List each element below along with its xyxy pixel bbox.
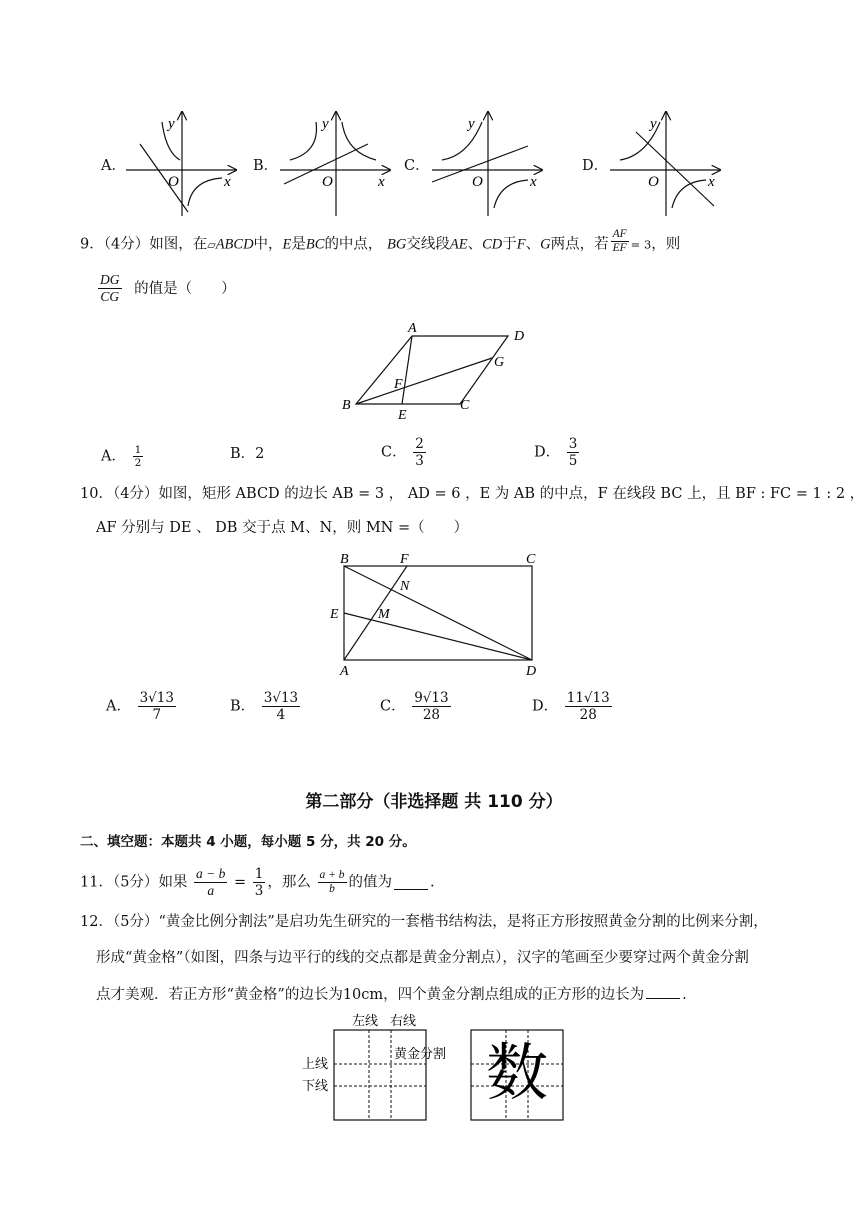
fig-upper-line-label: 上线 xyxy=(302,1056,329,1071)
q9-text: 两点，若 xyxy=(550,236,609,253)
q9-stem-line1 xyxy=(80,228,681,256)
section-fill-blank-heading: 二、填空题：本题共 4 小题，每小题 5 分，共 20 分。 xyxy=(80,834,416,850)
q9-fig-label-a: A xyxy=(408,321,417,336)
q8-b-x-label: x xyxy=(378,174,385,190)
q9-option-b[interactable]: B．2 xyxy=(230,446,265,462)
q12-stem-line1 xyxy=(80,912,768,932)
q9-text: 于 xyxy=(502,236,517,253)
q10-option-c[interactable]: C． $\frac{9√13}{28}$ xyxy=(380,690,449,723)
q11-text: 如果 xyxy=(158,874,188,891)
q11-end: . xyxy=(430,874,435,891)
q9-option-d[interactable]: D． $\frac{3}{5}$ xyxy=(534,436,578,469)
q10-number: 10． xyxy=(80,486,113,502)
q12-text-line3: 点才美观．若正方形“黄金格”的边长为10cm，四个黄金分割点组成的正方形的边长为 xyxy=(96,987,645,1003)
q12-text-line2: 形成“黄金格”（如图，四条与边平行的线的交点都是黄金分割点），汉字的笔画至少要穿过两个黄金分割 xyxy=(96,950,749,966)
q11-fraction-2: $\frac{1}{3}$ xyxy=(254,866,264,899)
q9-text: 、 xyxy=(467,236,483,253)
q12-score: （5分） xyxy=(112,914,159,930)
q8-c-y-label: y xyxy=(468,116,475,132)
q10-option-a[interactable]: A． $\frac{3√13}{7}$ xyxy=(106,690,174,723)
q10-fig-label-c: C xyxy=(526,552,536,567)
q9-abcd: ABCD xyxy=(215,236,254,253)
q9-text: 如图，在 xyxy=(149,236,208,253)
q8-option-c-graph xyxy=(428,108,548,220)
q9-option-c[interactable]: C． $\frac{2}{3}$ xyxy=(381,436,424,469)
q9-fig-label-c: C xyxy=(460,398,470,413)
q8-option-b-label: B． xyxy=(253,158,279,174)
q8-d-x-label: x xyxy=(708,174,715,190)
fig-lower-line-label: 下线 xyxy=(302,1078,329,1093)
q11-score: （5分） xyxy=(112,874,159,891)
q12-text-line1: “黄金比例分割法”是启功先生研究的一套楷书结构法，是将正方形按照黄金分割的比例来分割， xyxy=(158,914,768,930)
q9-text: 是 xyxy=(291,236,306,253)
q11-stem xyxy=(80,866,435,899)
q10-option-d[interactable]: D． $\frac{11√13}{28}$ xyxy=(532,690,610,723)
q8-c-origin-label: O xyxy=(472,174,483,190)
q8-a-x-label: x xyxy=(224,174,231,190)
q12-number: 12． xyxy=(80,914,113,930)
q9-fig-label-f: F xyxy=(394,377,403,392)
q11-number: 11． xyxy=(80,874,113,891)
q9-option-a[interactable]: A． $\frac{1}{2}$ xyxy=(101,444,142,469)
q9-fig-label-e: E xyxy=(398,408,407,423)
q10-text-line2: AF 分别与 DE 、 DB 交于点 M、N，则 MN =（ ） xyxy=(96,520,469,536)
q8-option-c-label: C． xyxy=(404,158,430,174)
q12-stem-line3 xyxy=(96,984,687,1005)
q8-option-d-label: D． xyxy=(582,158,609,174)
q9-ratio-fraction: $\frac{AF}{EF}$ xyxy=(612,228,627,254)
q10-fig-label-f: F xyxy=(400,552,409,567)
q10-fig-label-a: A xyxy=(340,664,349,679)
q9-point-f: F xyxy=(516,236,526,253)
golden-grid-figure xyxy=(298,1008,578,1126)
q10-score: （4分） xyxy=(112,486,159,502)
q12-end: . xyxy=(682,987,687,1003)
q9-point-e: E xyxy=(282,236,292,253)
q8-option-d-graph xyxy=(606,108,726,220)
q9-fig-label-g: G xyxy=(494,355,505,370)
q9-ask-tail: 的值是（ ） xyxy=(134,280,236,297)
q10-fig-label-m: M xyxy=(378,607,390,622)
part2-heading: 第二部分（非选择题 共 110 分） xyxy=(305,792,563,812)
q10-stem-line1 xyxy=(80,484,864,504)
q8-b-y-label: y xyxy=(322,116,329,132)
q9-ratio-value: = 3 xyxy=(630,237,652,252)
q8-option-b-graph xyxy=(276,108,396,220)
q9-stem-line2 xyxy=(96,272,236,305)
q9-bc: BC xyxy=(305,236,325,253)
q11-equals: = xyxy=(234,874,247,891)
q9-text: ，则 xyxy=(651,236,681,253)
q9-text: 的中点， xyxy=(324,236,383,253)
q8-option-a-label: A． xyxy=(101,158,126,174)
fig-right-line-label: 右线 xyxy=(390,1013,417,1028)
q12-answer-blank[interactable] xyxy=(646,984,680,999)
q10-fig-label-b: B xyxy=(340,552,349,567)
q9-text: 中， xyxy=(253,236,283,253)
q8-d-origin-label: O xyxy=(648,174,659,190)
q10-text-line1: 如图，矩形 ABCD 的边长 AB = 3 ， AD = 6 ，E 为 AB 的中点，F 在线段 BC 上，且 BF : FC = 1 : 2 ， xyxy=(158,486,865,502)
q9-ae: AE xyxy=(449,236,468,253)
q8-a-origin-label: O xyxy=(168,174,179,190)
fig-golden-label: 黄金分割 xyxy=(394,1046,447,1061)
q10-option-b[interactable]: B． $\frac{3√13}{4}$ xyxy=(230,690,299,723)
q9-parallelogram-figure xyxy=(330,318,540,424)
q9-cd: CD xyxy=(482,236,503,253)
q9-fig-label-b: B xyxy=(342,398,351,413)
q12-stem-line2 xyxy=(96,948,749,968)
fig-left-line-label: 左线 xyxy=(352,1013,379,1028)
q8-option-a-graph xyxy=(122,108,242,220)
q11-text: 的值为 xyxy=(348,874,393,891)
parallelogram-symbol: ▱ xyxy=(207,238,216,252)
q9-number: 9． xyxy=(80,236,104,253)
q11-fraction-1: $\frac{a - b}{a}$ xyxy=(196,866,226,898)
q9-score: （4分） xyxy=(103,236,150,253)
fig-character: 数 xyxy=(485,1040,549,1108)
q10-fig-label-n: N xyxy=(400,579,410,594)
q8-c-x-label: x xyxy=(530,174,537,190)
q11-fraction-3: $\frac{a + b}{b}$ xyxy=(319,869,345,895)
q8-b-origin-label: O xyxy=(322,174,333,190)
q9-fig-label-d: D xyxy=(514,329,525,344)
q8-d-y-label: y xyxy=(650,116,657,132)
q9-ask-fraction: $\frac{DG}{CG}$ xyxy=(100,272,120,304)
q9-text: 交线段 xyxy=(406,236,450,253)
q11-answer-blank[interactable] xyxy=(394,875,428,890)
q10-fig-label-e: E xyxy=(330,607,339,622)
q10-stem-line2 xyxy=(96,518,468,538)
q10-rectangle-figure xyxy=(326,548,548,680)
q8-a-y-label: y xyxy=(168,116,175,132)
q9-text: 、 xyxy=(525,236,541,253)
q9-bg: BG xyxy=(387,236,407,253)
q9-point-g: G xyxy=(540,236,551,253)
q11-text: ，那么 xyxy=(267,874,311,891)
q10-fig-label-d: D xyxy=(526,664,537,679)
